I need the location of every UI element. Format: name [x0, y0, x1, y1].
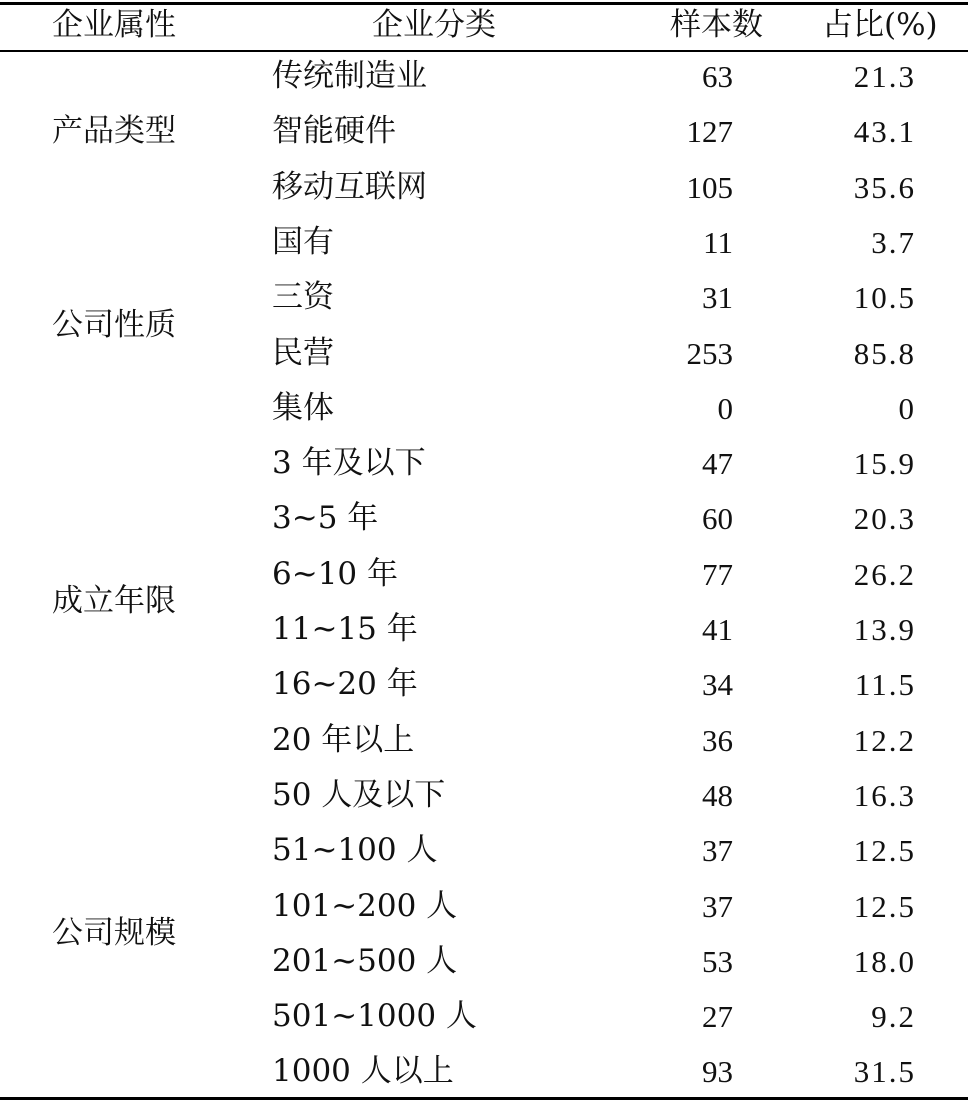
row-category: 1000 人以上 [272, 1053, 454, 1090]
table-bottom-rule [0, 1097, 968, 1100]
row-category: 50 人及以下 [272, 776, 446, 813]
row-sample-count: 0 [717, 390, 733, 426]
row-category: 201~500 人 [272, 942, 458, 979]
row-sample-count: 37 [702, 833, 733, 869]
row-sample-count: 48 [702, 777, 733, 813]
header-category: 企业分类 [372, 7, 496, 43]
row-category: 501~1000 人 [272, 998, 477, 1035]
row-category: 11~15 年 [272, 611, 418, 647]
row-percentage: 20.3 [853, 501, 916, 537]
row-sample-count: 27 [702, 999, 733, 1035]
group-label: 公司性质 [52, 306, 176, 343]
header-attribute: 企业属性 [52, 7, 176, 43]
row-category: 民营 [272, 334, 334, 371]
row-percentage: 12.5 [853, 888, 916, 924]
row-sample-count: 31 [702, 280, 733, 316]
row-percentage: 10.5 [853, 280, 916, 316]
row-category: 集体 [272, 389, 334, 426]
row-percentage: 15.9 [853, 446, 916, 482]
row-percentage: 11.5 [854, 667, 916, 703]
row-percentage: 35.6 [853, 169, 916, 205]
row-percentage: 85.8 [853, 335, 916, 371]
row-sample-count: 127 [686, 114, 733, 150]
row-sample-count: 60 [702, 501, 733, 537]
row-category: 51~100 人 [272, 832, 438, 869]
group-label: 公司规模 [52, 915, 176, 952]
row-sample-count: 63 [702, 59, 733, 94]
row-sample-count: 41 [702, 612, 733, 647]
row-percentage: 9.2 [871, 999, 916, 1035]
table-header-rule [0, 50, 968, 52]
row-percentage: 12.2 [853, 722, 916, 758]
group-label: 产品类型 [52, 113, 176, 150]
row-percentage: 18.0 [853, 943, 916, 979]
row-category: 3 年及以下 [272, 445, 426, 482]
row-category: 移动互联网 [272, 168, 427, 205]
row-sample-count: 11 [703, 224, 733, 260]
row-sample-count: 253 [686, 335, 733, 371]
row-percentage: 26.2 [853, 556, 916, 592]
row-percentage: 31.5 [853, 1054, 916, 1090]
row-category: 三资 [272, 279, 334, 316]
header-percentage: 占比(%) [822, 7, 938, 43]
row-sample-count: 93 [702, 1054, 733, 1090]
row-percentage: 21.3 [853, 59, 916, 94]
table-top-rule [0, 2, 968, 5]
row-percentage: 16.3 [853, 777, 916, 813]
row-percentage: 43.1 [853, 114, 916, 150]
row-sample-count: 36 [702, 722, 733, 758]
row-sample-count: 47 [702, 446, 733, 482]
row-percentage: 13.9 [853, 612, 916, 647]
row-percentage: 12.5 [853, 833, 916, 869]
row-sample-count: 77 [702, 556, 733, 592]
row-category: 6~10 年 [272, 555, 398, 592]
row-category: 20 年以上 [272, 721, 415, 758]
row-sample-count: 34 [702, 667, 733, 703]
row-category: 16~20 年 [272, 666, 418, 703]
row-category: 传统制造业 [272, 58, 427, 94]
row-sample-count: 105 [686, 169, 733, 205]
row-sample-count: 53 [702, 943, 733, 979]
row-category: 国有 [272, 223, 334, 260]
row-category: 智能硬件 [272, 113, 396, 150]
row-category: 101~200 人 [272, 887, 458, 924]
row-percentage: 0 [898, 390, 916, 426]
row-category: 3~5 年 [272, 500, 379, 537]
header-sample-count: 样本数 [670, 7, 763, 43]
row-sample-count: 37 [702, 888, 733, 924]
group-label: 成立年限 [52, 583, 176, 620]
row-percentage: 3.7 [871, 224, 916, 260]
